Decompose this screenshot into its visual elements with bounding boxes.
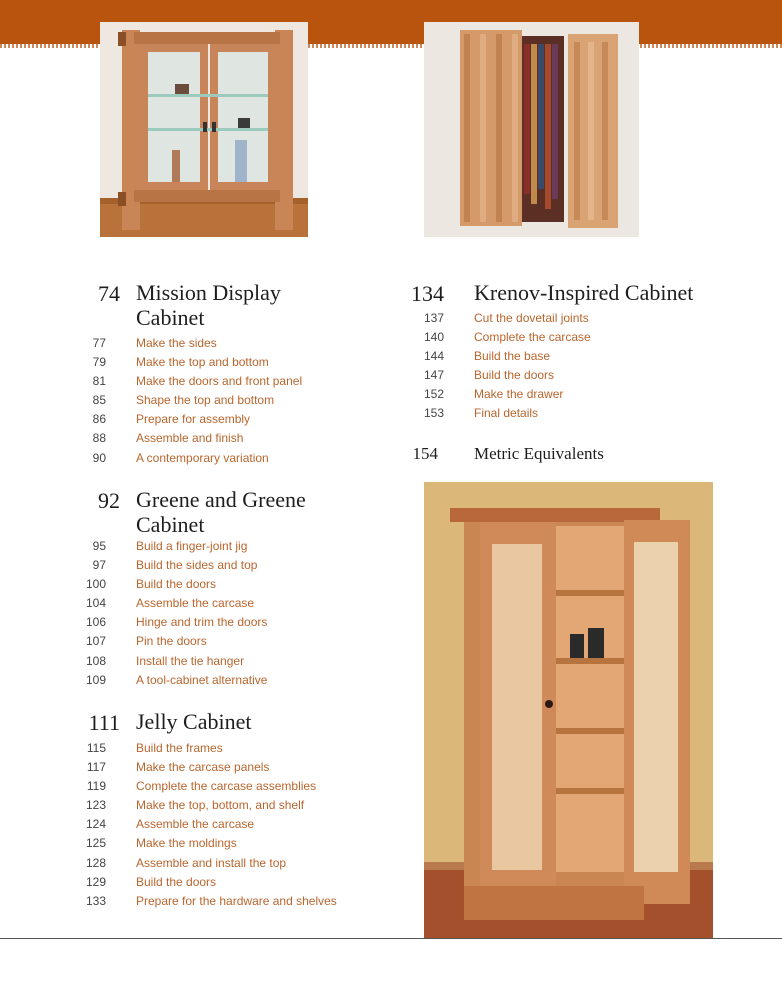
entry-label: Build the doors <box>474 368 555 383</box>
jelly-cabinet-photo <box>424 482 713 938</box>
entry-label: Cut the dovetail joints <box>474 311 589 325</box>
entry-label: Make the doors and front panel <box>136 374 303 389</box>
entry-label: Prepare for assembly <box>136 412 251 427</box>
entry-page-number: 79 <box>92 355 106 370</box>
entry-page-number: 140 <box>423 330 444 345</box>
entry-page-number: 123 <box>85 798 106 813</box>
entry-page-number: 124 <box>85 817 106 832</box>
entry-page-number: 109 <box>85 672 106 687</box>
toc-section-mission-display <box>70 280 370 465</box>
entry-label: A tool-cabinet alternative <box>136 672 268 687</box>
entry-label: Make the sides <box>136 336 217 350</box>
entry-label: Make the carcase panels <box>136 760 270 775</box>
entry-page-number: 133 <box>85 893 106 908</box>
entry-page-number: 86 <box>92 412 106 427</box>
entry-page-number: 128 <box>85 855 106 870</box>
entry-page-number: 117 <box>86 760 106 775</box>
entry-label: Build the sides and top <box>136 558 258 573</box>
entry-page-number: 119 <box>86 779 106 794</box>
entry-label: Hinge and trim the doors <box>136 615 268 630</box>
entry-page-number: 106 <box>85 615 106 630</box>
entry-page-number: 115 <box>86 741 106 755</box>
entry-label: Build the doors <box>136 577 217 592</box>
entry-label: Make the top and bottom <box>136 355 269 370</box>
entry-page-number: 85 <box>92 393 106 408</box>
entry-page-number: 77 <box>92 336 106 350</box>
entry-label: Pin the doors <box>136 634 207 649</box>
section-title: Metric Equivalents <box>474 444 604 463</box>
entry-label: Assemble and install the top <box>136 855 287 870</box>
section-title: Jelly Cabinet <box>136 709 252 734</box>
entry-page-number: 97 <box>92 558 106 573</box>
section-page-number: 111 <box>88 710 120 735</box>
entry-label: Shape the top and bottom <box>136 393 275 408</box>
entry-label: Install the tie hanger <box>136 653 245 668</box>
entry-page-number: 137 <box>423 311 444 325</box>
entry-label: Build the doors <box>136 874 217 889</box>
entry-label: A contemporary variation <box>136 450 269 465</box>
toc-section-jelly-cabinet <box>70 709 390 908</box>
entry-page-number: 144 <box>423 349 444 364</box>
toc-section-krenov-inspired <box>396 280 736 421</box>
entry-label: Build a finger-joint jig <box>136 539 248 553</box>
entry-label: Build the frames <box>136 741 223 755</box>
entry-page-number: 104 <box>85 596 106 611</box>
toc-section-greene-and-greene <box>70 487 370 687</box>
entry-label: Build the base <box>474 349 551 364</box>
entry-label: Assemble the carcase <box>136 596 255 611</box>
section-title: Krenov-Inspired Cabinet <box>474 280 694 305</box>
entry-page-number: 107 <box>85 634 106 649</box>
entry-label: Complete the carcase <box>474 330 591 345</box>
section-page-number: 134 <box>411 281 444 306</box>
entry-page-number: 95 <box>92 539 106 553</box>
entry-page-number: 129 <box>85 874 106 889</box>
entry-label: Final details <box>474 406 539 421</box>
entry-page-number: 100 <box>85 577 106 592</box>
section-page-number: 154 <box>412 444 438 463</box>
entry-label: Make the moldings <box>136 836 237 851</box>
toc-section-metric-equivalents <box>396 444 736 466</box>
section-title: Mission Display Cabinet <box>136 280 281 330</box>
entry-page-number: 90 <box>92 450 106 465</box>
mission-cabinet-photo <box>100 22 308 237</box>
entry-label: Assemble and finish <box>136 431 244 446</box>
entry-page-number: 81 <box>92 374 106 389</box>
entry-page-number: 152 <box>423 387 444 402</box>
section-page-number: 74 <box>98 281 120 306</box>
bottom-rule <box>0 938 782 939</box>
entry-page-number: 108 <box>85 653 106 668</box>
section-title: Greene and Greene Cabinet <box>136 487 306 537</box>
entry-label: Complete the carcase assemblies <box>136 779 317 794</box>
entry-page-number: 125 <box>85 836 106 851</box>
entry-label: Prepare for the hardware and shelves <box>136 893 337 908</box>
section-page-number: 92 <box>98 488 120 513</box>
entry-page-number: 153 <box>423 406 444 421</box>
entry-page-number: 88 <box>92 431 106 446</box>
entry-label: Assemble the carcase <box>136 817 255 832</box>
krenov-cabinet-photo <box>424 22 639 237</box>
entry-label: Make the top, bottom, and shelf <box>136 798 305 813</box>
entry-label: Make the drawer <box>474 387 564 402</box>
entry-page-number: 147 <box>423 368 444 383</box>
